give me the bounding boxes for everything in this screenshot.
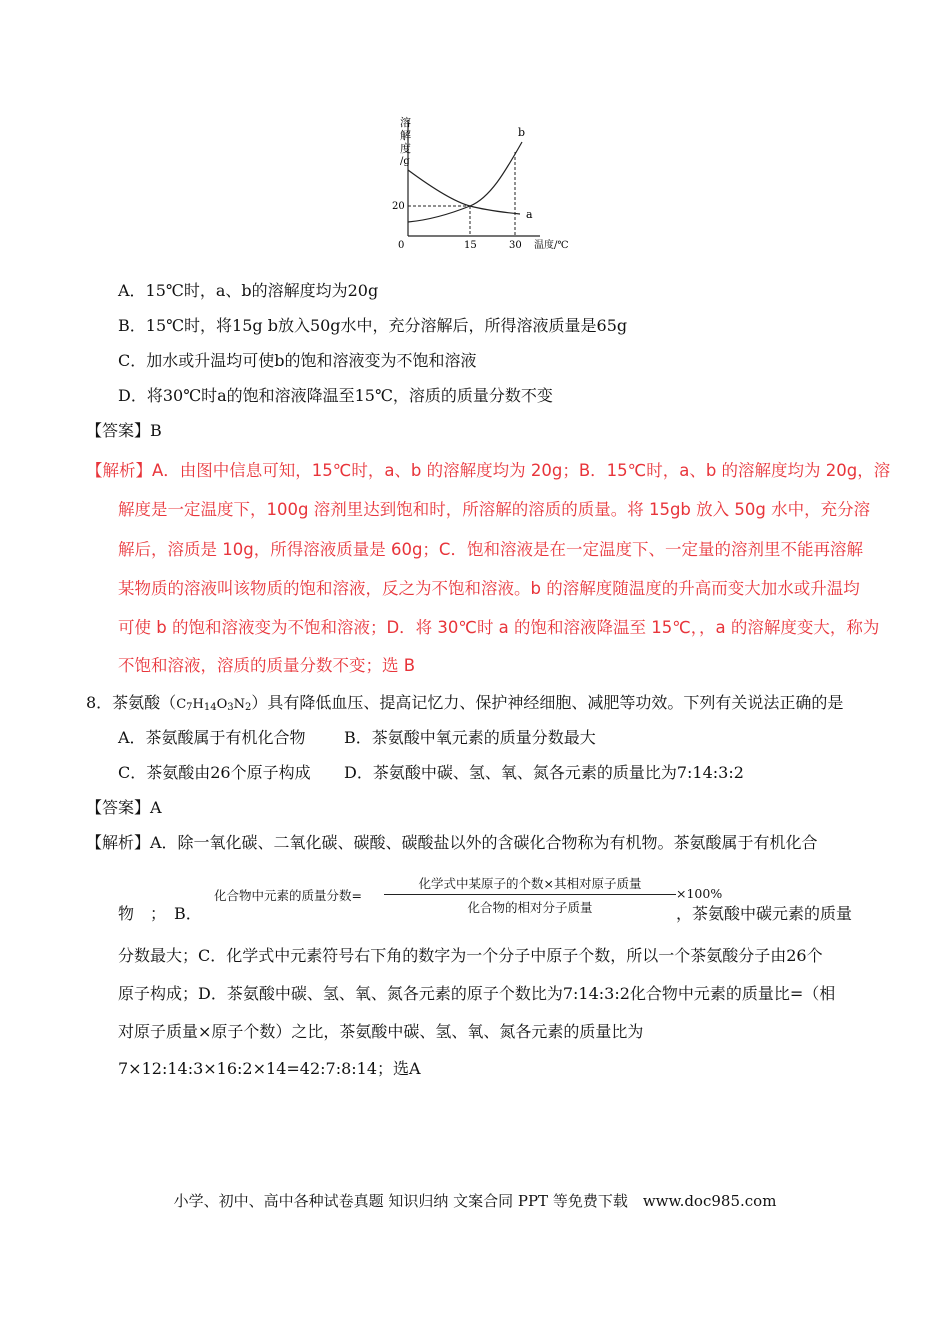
mass-fraction-formula	[214, 874, 723, 918]
formula-n-sub: 2	[245, 702, 252, 713]
q8-answer: 【答案】A	[86, 798, 162, 817]
q8-option-b: B．茶氨酸中氧元素的质量分数最大	[344, 728, 596, 747]
q8-stem-prefix: 8．茶氨酸（	[86, 693, 177, 712]
q8-analysis-line-3: 分数最大；C．化学式中元素符号右下角的数字为一个分子中原子个数，所以一个茶氨酸分子由26个	[118, 946, 823, 965]
q8-stem-suffix: ）具有降低血压、提高记忆力、保护神经细胞、减肥等功效。下列有关说法正确的是	[251, 693, 844, 712]
q7-analysis-line-5: 可使 b 的饱和溶液变为不饱和溶液；D．将 30℃时 a 的饱和溶液降温至 15℃，，a 的溶解度变大，称为	[118, 618, 880, 637]
y-label-2: 解	[400, 129, 411, 142]
q8-option-d: D．茶氨酸中碳、氢、氧、氮各元素的质量比为7:14:3:2	[344, 763, 744, 782]
q7-analysis-line-2: 解度是一定温度下，100g 溶剂里达到饱和时，所溶解的溶质的质量。将 15gb 放入 50g 水中，充分溶	[118, 500, 871, 519]
y-tick-20: 20	[392, 201, 405, 212]
y-label-3: 度	[400, 142, 411, 155]
formula-o: O	[216, 697, 228, 712]
formula-c-sub: 7	[186, 702, 193, 713]
y-label-1: 溶	[400, 116, 411, 129]
x-tick-15: 15	[464, 240, 477, 251]
q7-option-a: A．15℃时，a、b的溶解度均为20g	[118, 281, 379, 300]
y-label-unit: /g	[400, 156, 410, 167]
q8-analysis-line-1: 【解析】A．除一氧化碳、二氧化碳、碳酸、碳酸盐以外的含碳化合物称为有机物。茶氨酸属于有机化合	[86, 833, 818, 852]
q7-option-c: C．加水或升温均可使b的饱和溶液变为不饱和溶液	[118, 351, 477, 370]
solubility-graph	[392, 112, 580, 254]
x-tick-30: 30	[509, 240, 522, 251]
curve-b-label: b	[518, 126, 526, 139]
formula-h: H	[192, 697, 204, 712]
q7-analysis-line-6: 不饱和溶液，溶质的质量分数不变；选 B	[118, 656, 416, 675]
q8-option-c: C．茶氨酸由26个原子构成	[118, 763, 311, 782]
q7-analysis-line-1: 【解析】A．由图中信息可知，15℃时，a、b 的溶解度均为 20g；B．15℃时，a、b 的溶解度均为 20g，溶	[86, 461, 891, 480]
q7-analysis-line-4: 某物质的溶液叫该物质的饱和溶液，反之为不饱和溶液。b 的溶解度随温度的升高而变大加水或升温均	[118, 579, 860, 598]
formula-o-sub: 3	[227, 702, 234, 713]
q7-option-d: D．将30℃时a的饱和溶液降温至15℃，溶质的质量分数不变	[118, 386, 553, 405]
q8-analysis-line-5: 对原子质量×原子个数）之比，茶氨酸中碳、氢、氧、氮各元素的质量比为	[118, 1022, 644, 1041]
x-axis-label: 温度/℃	[534, 240, 569, 251]
q8-stem	[86, 692, 843, 719]
formula-tail: ×100%	[676, 886, 723, 901]
formula-n: N	[233, 697, 246, 712]
x-tick-0: 0	[398, 240, 405, 251]
q8-option-a: A．茶氨酸属于有机化合物	[118, 728, 306, 747]
formula-h-sub: 14	[203, 702, 217, 713]
q7-answer: 【答案】B	[86, 421, 162, 440]
formula-numerator: 化学式中某原子的个数×其相对原子质量	[418, 876, 642, 891]
formula-denominator: 化合物的相对分子质量	[467, 900, 593, 915]
fraction-bar	[384, 894, 676, 895]
q8-formula	[176, 697, 251, 712]
curve-a	[408, 170, 520, 214]
q8-analysis-line-4: 原子构成；D．茶氨酸中碳、氢、氧、氮各元素的原子个数比为7:14:3:2化合物中元素的质量比=（相	[118, 984, 836, 1003]
formula-c: C	[176, 697, 187, 712]
q8-analysis-line-6: 7×12:14:3×16:2×14=42:7:8:14；选A	[118, 1059, 421, 1078]
page-footer: 小学、初中、高中各种试卷真题 知识归纳 文案合同 PPT 等免费下载 www.doc985.com	[173, 1192, 777, 1210]
q8-analysis-line-2-left: 物 ； B．	[118, 904, 202, 923]
formula-lhs: 化合物中元素的质量分数=	[214, 888, 362, 903]
q7-option-b: B．15℃时，将15g b放入50g水中，充分溶解后，所得溶液质量是65g	[118, 316, 628, 335]
q7-analysis-line-3: 解后，溶质是 10g，所得溶液质量是 60g；C．饱和溶液是在一定温度下、一定量的溶剂里不能再溶解	[118, 540, 863, 559]
q8-analysis-line-2-right: ，茶氨酸中碳元素的质量	[676, 904, 853, 923]
curve-a-label: a	[526, 208, 533, 221]
